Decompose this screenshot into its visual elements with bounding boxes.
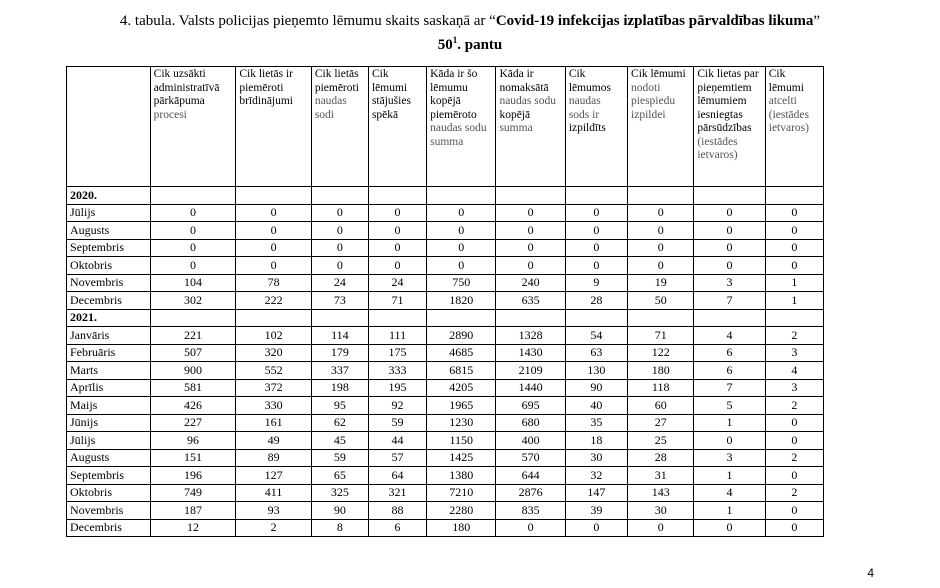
empty-cell xyxy=(150,187,236,205)
value-cell: 222 xyxy=(236,292,311,310)
value-cell: 0 xyxy=(236,222,311,240)
value-cell: 552 xyxy=(236,362,311,380)
value-cell: 1380 xyxy=(427,467,496,485)
value-cell: 3 xyxy=(765,379,823,397)
value-cell: 4 xyxy=(765,362,823,380)
value-cell: 45 xyxy=(311,432,368,450)
empty-cell xyxy=(311,187,368,205)
value-cell: 0 xyxy=(628,519,694,537)
value-cell: 1 xyxy=(694,414,765,432)
empty-cell xyxy=(427,309,496,327)
value-cell: 5 xyxy=(694,397,765,415)
month-cell: Novembris xyxy=(67,502,151,520)
month-cell: Jūlijs xyxy=(67,204,151,222)
month-cell: Oktobris xyxy=(67,484,151,502)
value-cell: 35 xyxy=(565,414,627,432)
value-cell: 0 xyxy=(311,239,368,257)
value-cell: 7210 xyxy=(427,484,496,502)
value-cell: 0 xyxy=(765,519,823,537)
value-cell: 507 xyxy=(150,344,236,362)
value-cell: 198 xyxy=(311,379,368,397)
value-cell: 1150 xyxy=(427,432,496,450)
value-cell: 835 xyxy=(496,502,565,520)
value-cell: 0 xyxy=(694,519,765,537)
value-cell: 44 xyxy=(368,432,426,450)
month-cell: Marts xyxy=(67,362,151,380)
value-cell: 196 xyxy=(150,467,236,485)
year-label: 2021. xyxy=(67,309,151,327)
value-cell: 1 xyxy=(765,274,823,292)
value-cell: 127 xyxy=(236,467,311,485)
empty-cell xyxy=(368,187,426,205)
value-cell: 0 xyxy=(236,239,311,257)
empty-cell xyxy=(236,187,311,205)
empty-cell xyxy=(628,309,694,327)
value-cell: 570 xyxy=(496,449,565,467)
value-cell: 321 xyxy=(368,484,426,502)
value-cell: 1230 xyxy=(427,414,496,432)
value-cell: 195 xyxy=(368,379,426,397)
header-col-10: Cik lēmumi atcelti (iestādes ietvaros) xyxy=(765,67,823,187)
value-cell: 0 xyxy=(236,204,311,222)
value-cell: 25 xyxy=(628,432,694,450)
value-cell: 0 xyxy=(765,204,823,222)
month-cell: Janvāris xyxy=(67,327,151,345)
empty-cell xyxy=(311,309,368,327)
year-row xyxy=(67,309,824,327)
table-row xyxy=(67,327,824,345)
header-corner xyxy=(67,67,151,187)
value-cell: 240 xyxy=(496,274,565,292)
value-cell: 180 xyxy=(628,362,694,380)
table-row xyxy=(67,362,824,380)
value-cell: 372 xyxy=(236,379,311,397)
value-cell: 7 xyxy=(694,379,765,397)
value-cell: 227 xyxy=(150,414,236,432)
value-cell: 49 xyxy=(236,432,311,450)
empty-cell xyxy=(496,309,565,327)
value-cell: 2 xyxy=(765,327,823,345)
value-cell: 27 xyxy=(628,414,694,432)
value-cell: 40 xyxy=(565,397,627,415)
value-cell: 19 xyxy=(628,274,694,292)
value-cell: 0 xyxy=(311,257,368,275)
value-cell: 2 xyxy=(236,519,311,537)
empty-cell xyxy=(694,187,765,205)
value-cell: 581 xyxy=(150,379,236,397)
value-cell: 90 xyxy=(565,379,627,397)
value-cell: 0 xyxy=(694,222,765,240)
empty-cell xyxy=(496,187,565,205)
value-cell: 320 xyxy=(236,344,311,362)
value-cell: 102 xyxy=(236,327,311,345)
value-cell: 0 xyxy=(694,239,765,257)
year-row xyxy=(67,187,824,205)
value-cell: 54 xyxy=(565,327,627,345)
value-cell: 644 xyxy=(496,467,565,485)
value-cell: 0 xyxy=(628,239,694,257)
value-cell: 63 xyxy=(565,344,627,362)
value-cell: 0 xyxy=(427,222,496,240)
value-cell: 179 xyxy=(311,344,368,362)
value-cell: 0 xyxy=(236,257,311,275)
value-cell: 118 xyxy=(628,379,694,397)
value-cell: 65 xyxy=(311,467,368,485)
value-cell: 24 xyxy=(311,274,368,292)
value-cell: 18 xyxy=(565,432,627,450)
value-cell: 0 xyxy=(496,257,565,275)
month-cell: Februāris xyxy=(67,344,151,362)
value-cell: 28 xyxy=(565,292,627,310)
month-cell: Augusts xyxy=(67,449,151,467)
value-cell: 96 xyxy=(150,432,236,450)
empty-cell xyxy=(765,309,823,327)
table-row xyxy=(67,257,824,275)
table-row xyxy=(67,239,824,257)
value-cell: 1965 xyxy=(427,397,496,415)
value-cell: 0 xyxy=(496,222,565,240)
value-cell: 749 xyxy=(150,484,236,502)
month-cell: Septembris xyxy=(67,239,151,257)
value-cell: 221 xyxy=(150,327,236,345)
value-cell: 9 xyxy=(565,274,627,292)
value-cell: 0 xyxy=(565,239,627,257)
value-cell: 0 xyxy=(496,519,565,537)
empty-cell xyxy=(565,309,627,327)
value-cell: 1430 xyxy=(496,344,565,362)
header-row xyxy=(67,67,824,187)
value-cell: 104 xyxy=(150,274,236,292)
value-cell: 4 xyxy=(694,327,765,345)
value-cell: 4 xyxy=(694,484,765,502)
empty-cell xyxy=(427,187,496,205)
header-col-1: Cik uzsākti administratīvā pārkāpuma procesi xyxy=(150,67,236,187)
value-cell: 95 xyxy=(311,397,368,415)
value-cell: 426 xyxy=(150,397,236,415)
value-cell: 1 xyxy=(694,502,765,520)
value-cell: 400 xyxy=(496,432,565,450)
month-cell: Decembris xyxy=(67,292,151,310)
value-cell: 0 xyxy=(150,222,236,240)
value-cell: 750 xyxy=(427,274,496,292)
value-cell: 635 xyxy=(496,292,565,310)
table-row xyxy=(67,484,824,502)
value-cell: 64 xyxy=(368,467,426,485)
value-cell: 50 xyxy=(628,292,694,310)
value-cell: 147 xyxy=(565,484,627,502)
empty-cell xyxy=(368,309,426,327)
value-cell: 0 xyxy=(628,222,694,240)
value-cell: 71 xyxy=(368,292,426,310)
value-cell: 0 xyxy=(765,414,823,432)
value-cell: 4685 xyxy=(427,344,496,362)
month-cell: Aprīlis xyxy=(67,379,151,397)
value-cell: 114 xyxy=(311,327,368,345)
value-cell: 0 xyxy=(368,222,426,240)
value-cell: 71 xyxy=(628,327,694,345)
caption-article-suffix: . pantu xyxy=(457,37,503,53)
value-cell: 31 xyxy=(628,467,694,485)
value-cell: 0 xyxy=(150,239,236,257)
header-col-8: Cik lēmumi nodoti piespiedu izpildei xyxy=(628,67,694,187)
value-cell: 3 xyxy=(694,274,765,292)
table-row xyxy=(67,519,824,537)
value-cell: 1425 xyxy=(427,449,496,467)
value-cell: 2 xyxy=(765,449,823,467)
value-cell: 0 xyxy=(150,257,236,275)
value-cell: 2280 xyxy=(427,502,496,520)
value-cell: 88 xyxy=(368,502,426,520)
value-cell: 8 xyxy=(311,519,368,537)
value-cell: 330 xyxy=(236,397,311,415)
month-cell: Jūlijs xyxy=(67,432,151,450)
value-cell: 24 xyxy=(368,274,426,292)
year-label: 2020. xyxy=(67,187,151,205)
value-cell: 161 xyxy=(236,414,311,432)
value-cell: 1820 xyxy=(427,292,496,310)
empty-cell xyxy=(765,187,823,205)
value-cell: 337 xyxy=(311,362,368,380)
value-cell: 90 xyxy=(311,502,368,520)
value-cell: 0 xyxy=(565,204,627,222)
value-cell: 0 xyxy=(694,204,765,222)
value-cell: 143 xyxy=(628,484,694,502)
value-cell: 3 xyxy=(765,344,823,362)
value-cell: 2 xyxy=(765,484,823,502)
empty-cell xyxy=(628,187,694,205)
value-cell: 32 xyxy=(565,467,627,485)
value-cell: 3 xyxy=(694,449,765,467)
caption-quote: ” xyxy=(813,13,821,29)
value-cell: 0 xyxy=(368,257,426,275)
caption-article-sup: 1 xyxy=(452,35,458,45)
value-cell: 0 xyxy=(496,204,565,222)
value-cell: 0 xyxy=(694,257,765,275)
value-cell: 0 xyxy=(311,222,368,240)
month-cell: Maijs xyxy=(67,397,151,415)
value-cell: 180 xyxy=(427,519,496,537)
value-cell: 0 xyxy=(765,467,823,485)
value-cell: 89 xyxy=(236,449,311,467)
value-cell: 0 xyxy=(565,222,627,240)
value-cell: 6 xyxy=(694,362,765,380)
value-cell: 0 xyxy=(765,432,823,450)
value-cell: 0 xyxy=(427,239,496,257)
value-cell: 175 xyxy=(368,344,426,362)
value-cell: 2109 xyxy=(496,362,565,380)
table-row xyxy=(67,432,824,450)
value-cell: 0 xyxy=(628,204,694,222)
value-cell: 1 xyxy=(765,292,823,310)
value-cell: 333 xyxy=(368,362,426,380)
value-cell: 60 xyxy=(628,397,694,415)
value-cell: 0 xyxy=(565,257,627,275)
header-col-3: Cik lietās piemēroti naudas sodi xyxy=(311,67,368,187)
value-cell: 7 xyxy=(694,292,765,310)
caption-text: 4. tabula. Valsts policijas pieņemto lēmumu skaits saskaņā ar “ xyxy=(119,13,496,29)
value-cell: 0 xyxy=(150,204,236,222)
value-cell: 130 xyxy=(565,362,627,380)
value-cell: 0 xyxy=(427,257,496,275)
caption-article: 50 xyxy=(437,37,453,53)
table-caption xyxy=(0,12,940,55)
table-row xyxy=(67,344,824,362)
month-cell: Novembris xyxy=(67,274,151,292)
table-row xyxy=(67,502,824,520)
value-cell: 4205 xyxy=(427,379,496,397)
value-cell: 12 xyxy=(150,519,236,537)
month-cell: Jūnijs xyxy=(67,414,151,432)
month-cell: Septembris xyxy=(67,467,151,485)
value-cell: 680 xyxy=(496,414,565,432)
value-cell: 122 xyxy=(628,344,694,362)
value-cell: 62 xyxy=(311,414,368,432)
empty-cell xyxy=(150,309,236,327)
value-cell: 151 xyxy=(150,449,236,467)
table-row xyxy=(67,449,824,467)
value-cell: 111 xyxy=(368,327,426,345)
value-cell: 900 xyxy=(150,362,236,380)
month-cell: Augusts xyxy=(67,222,151,240)
value-cell: 0 xyxy=(765,222,823,240)
empty-cell xyxy=(694,309,765,327)
header-col-9: Cik lietas par pieņemtiem lēmumiem iesniegtas pārsūdzības (iestādes ietvaros) xyxy=(694,67,765,187)
value-cell: 73 xyxy=(311,292,368,310)
value-cell: 0 xyxy=(368,204,426,222)
page-number: 4 xyxy=(867,566,874,580)
value-cell: 0 xyxy=(311,204,368,222)
value-cell: 78 xyxy=(236,274,311,292)
header-col-2: Cik lietās ir piemēroti brīdinājumi xyxy=(236,67,311,187)
caption-law-name: Covid-19 infekcijas izplatības pārvaldības likuma xyxy=(495,13,814,29)
value-cell: 59 xyxy=(311,449,368,467)
value-cell: 2876 xyxy=(496,484,565,502)
value-cell: 411 xyxy=(236,484,311,502)
value-cell: 93 xyxy=(236,502,311,520)
value-cell: 325 xyxy=(311,484,368,502)
table-row xyxy=(67,292,824,310)
table-row xyxy=(67,222,824,240)
value-cell: 57 xyxy=(368,449,426,467)
month-cell: Decembris xyxy=(67,519,151,537)
value-cell: 30 xyxy=(565,449,627,467)
table-row xyxy=(67,414,824,432)
value-cell: 0 xyxy=(628,257,694,275)
value-cell: 0 xyxy=(765,257,823,275)
empty-cell xyxy=(565,187,627,205)
value-cell: 0 xyxy=(427,204,496,222)
header-col-7: Cik lēmumos naudas sods ir izpildīts xyxy=(565,67,627,187)
value-cell: 39 xyxy=(565,502,627,520)
value-cell: 302 xyxy=(150,292,236,310)
value-cell: 2890 xyxy=(427,327,496,345)
value-cell: 0 xyxy=(765,502,823,520)
value-cell: 92 xyxy=(368,397,426,415)
value-cell: 2 xyxy=(765,397,823,415)
header-col-6: Kāda ir nomaksātā naudas sodu kopējā summa xyxy=(496,67,565,187)
value-cell: 0 xyxy=(368,239,426,257)
value-cell: 30 xyxy=(628,502,694,520)
value-cell: 0 xyxy=(565,519,627,537)
value-cell: 6 xyxy=(694,344,765,362)
value-cell: 0 xyxy=(694,432,765,450)
value-cell: 187 xyxy=(150,502,236,520)
value-cell: 6 xyxy=(368,519,426,537)
value-cell: 0 xyxy=(496,239,565,257)
value-cell: 6815 xyxy=(427,362,496,380)
table-row xyxy=(67,274,824,292)
table-row xyxy=(67,379,824,397)
table-row xyxy=(67,467,824,485)
decisions-table xyxy=(66,66,824,537)
empty-cell xyxy=(236,309,311,327)
month-cell: Oktobris xyxy=(67,257,151,275)
table-row xyxy=(67,397,824,415)
value-cell: 1440 xyxy=(496,379,565,397)
value-cell: 59 xyxy=(368,414,426,432)
value-cell: 1328 xyxy=(496,327,565,345)
value-cell: 695 xyxy=(496,397,565,415)
header-col-4: Cik lēmumi stājušies spēkā xyxy=(368,67,426,187)
value-cell: 28 xyxy=(628,449,694,467)
table-row xyxy=(67,204,824,222)
value-cell: 1 xyxy=(694,467,765,485)
value-cell: 0 xyxy=(765,239,823,257)
header-col-5: Kāda ir šo lēmumu kopējā piemēroto naudas sodu summa xyxy=(427,67,496,187)
